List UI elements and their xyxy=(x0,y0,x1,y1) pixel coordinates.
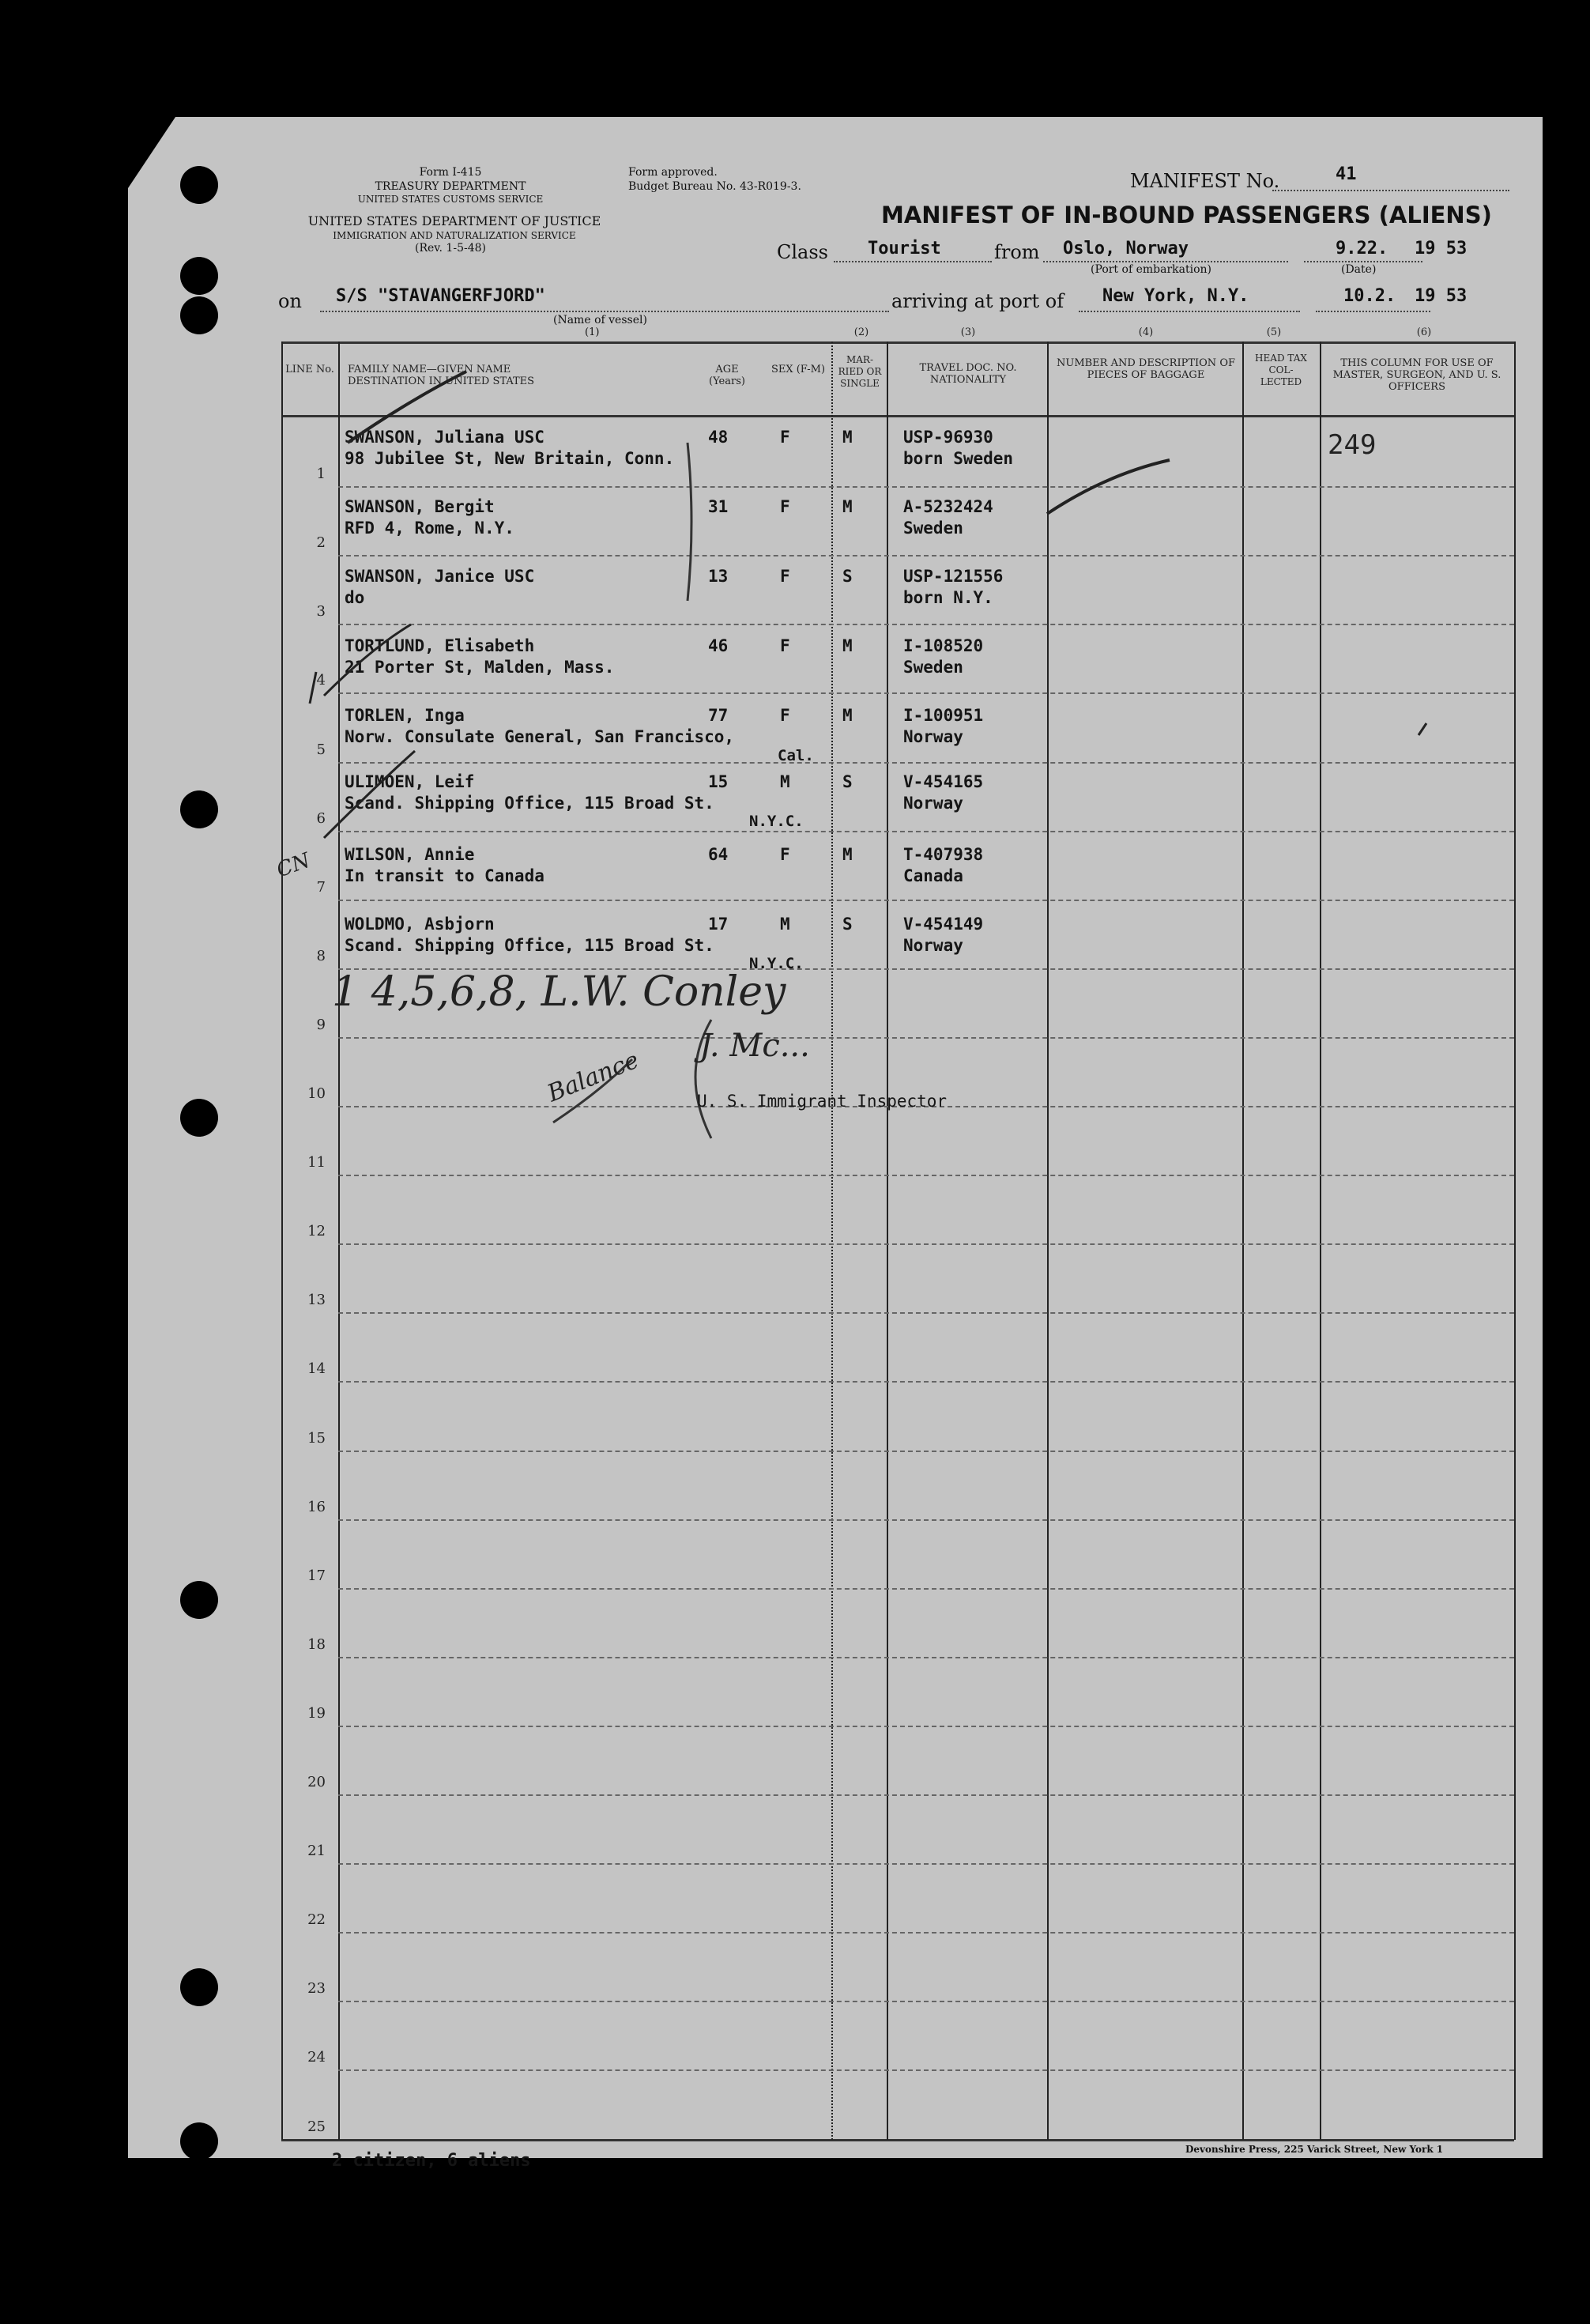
passenger-destination: 98 Jubilee St, New Britain, Conn. xyxy=(345,449,675,468)
dept-customs: UNITED STATES CUSTOMS SERVICE xyxy=(357,194,544,205)
line-number: 22 xyxy=(307,1911,326,1928)
line-number: 11 xyxy=(307,1154,326,1171)
dept-ins: IMMIGRATION AND NATURALIZATION SERVICE xyxy=(333,230,576,241)
passenger-destination: Norw. Consulate General, San Francisco, xyxy=(345,727,735,746)
arrival-year: 19 53 xyxy=(1415,286,1468,306)
passenger-destination-cont: Cal. xyxy=(778,747,814,764)
inspector-signature: J. Mc... xyxy=(699,1028,810,1064)
footer-counts: 2 citizen, 6 aliens xyxy=(332,2151,531,2171)
passenger-name: TORLEN, Inga xyxy=(345,706,465,725)
passenger-name: SWANSON, Janice USC xyxy=(345,567,535,586)
passenger-destination: Scand. Shipping Office, 115 Broad St. xyxy=(345,794,714,813)
line-number: 2 xyxy=(316,534,326,551)
printer-credit: Devonshire Press, 225 Varick Street, New York 1 xyxy=(1185,2144,1444,2155)
passenger-doc: USP-96930 xyxy=(903,428,993,447)
passenger-marital: S xyxy=(842,567,853,586)
passenger-name: SWANSON, Juliana USC xyxy=(345,428,544,447)
passenger-age: 48 xyxy=(708,428,729,447)
passenger-marital: S xyxy=(842,915,853,934)
vessel-value: S/S "STAVANGERFJORD" xyxy=(336,286,545,306)
line-number: 4 xyxy=(316,672,326,689)
check-stroke xyxy=(324,751,415,838)
manifest-label: MANIFEST No. xyxy=(1130,170,1280,192)
line-number: 16 xyxy=(307,1499,326,1515)
budget-bureau: Budget Bureau No. 43-R019-3. xyxy=(628,180,801,193)
col-header-sex: SEX (F-M) xyxy=(771,364,826,375)
handwritten-lines-note: 1 4,5,6,8, L.W. Conley xyxy=(332,968,786,1016)
passenger-nationality: Sweden xyxy=(903,658,963,677)
on-label: on xyxy=(278,290,302,312)
line-number: 14 xyxy=(307,1360,326,1377)
line-number: 12 xyxy=(307,1223,326,1239)
line-number: 7 xyxy=(316,879,326,896)
passenger-sex: F xyxy=(780,636,790,655)
col-header-age: AGE (Years) xyxy=(709,364,745,387)
passenger-age: 15 xyxy=(708,772,729,791)
col-number-6: (6) xyxy=(1416,326,1432,338)
vessel-caption: (Name of vessel) xyxy=(553,314,647,326)
dept-treasury: TREASURY DEPARTMENT xyxy=(375,180,526,193)
form-number: Form I-415 xyxy=(419,166,482,179)
inspector-title: U. S. Immigrant Inspector xyxy=(697,1092,948,1111)
passenger-nationality: Sweden xyxy=(903,519,963,538)
col-number-2: (2) xyxy=(853,326,869,338)
date-value: 9.22. xyxy=(1336,239,1388,258)
line-number: 5 xyxy=(316,741,326,758)
check-stroke xyxy=(324,624,411,696)
line-number: 10 xyxy=(307,1085,326,1102)
passenger-age: 31 xyxy=(708,497,729,516)
col-header-married: MAR-RIED OR SINGLE xyxy=(838,354,882,389)
arrival-date: 10.2. xyxy=(1343,286,1396,306)
passenger-doc: I-100951 xyxy=(903,706,984,725)
line-number: 17 xyxy=(307,1568,326,1584)
check-stroke xyxy=(1047,460,1170,514)
passenger-destination: do xyxy=(345,588,365,607)
margin-mark: CN xyxy=(273,848,314,883)
page-title: MANIFEST OF IN-BOUND PASSENGERS (ALIENS) xyxy=(881,202,1492,228)
bracket-stroke xyxy=(688,443,691,601)
col-header-head-tax: HEAD TAX COL-LECTED xyxy=(1255,353,1307,387)
date-caption: (Date) xyxy=(1341,263,1377,276)
manifest-number: 41 xyxy=(1336,164,1357,184)
col-number-3: (3) xyxy=(960,326,976,338)
from-label: from xyxy=(994,241,1040,263)
line-number: 25 xyxy=(307,2118,326,2135)
passenger-age: 13 xyxy=(708,567,729,586)
check-stroke xyxy=(310,672,316,704)
passenger-destination: RFD 4, Rome, N.Y. xyxy=(345,519,514,538)
passenger-destination: Scand. Shipping Office, 115 Broad St. xyxy=(345,936,714,955)
passenger-nationality: born Sweden xyxy=(903,449,1014,468)
line-number: 1 xyxy=(316,466,326,482)
line-number: 23 xyxy=(307,1980,326,1997)
line-number: 20 xyxy=(307,1774,326,1790)
col-header-line: LINE No. xyxy=(285,364,334,375)
line-number: 19 xyxy=(307,1705,326,1722)
col-header-name: FAMILY NAME—GIVEN NAME DESTINATION IN UNITED STATES xyxy=(348,364,535,387)
passenger-doc: V-454165 xyxy=(903,772,984,791)
passenger-age: 77 xyxy=(708,706,729,725)
passenger-name: SWANSON, Bergit xyxy=(345,497,495,516)
date-year: 19 53 xyxy=(1415,239,1468,258)
passenger-destination: 21 Porter St, Malden, Mass. xyxy=(345,658,615,677)
passenger-destination: In transit to Canada xyxy=(345,866,544,885)
passenger-nationality: born N.Y. xyxy=(903,588,993,607)
col-number-4: (4) xyxy=(1138,326,1154,338)
passenger-sex: M xyxy=(780,772,790,791)
passenger-nationality: Canada xyxy=(903,866,963,885)
col-header-baggage: NUMBER AND DESCRIPTION OF PIECES OF BAGGAGE xyxy=(1056,357,1235,381)
class-label: Class xyxy=(777,241,828,263)
passenger-marital: M xyxy=(842,497,853,516)
form-approved: Form approved. xyxy=(628,166,718,179)
check-stroke xyxy=(1419,723,1426,735)
passenger-sex: F xyxy=(780,706,790,725)
passenger-doc: V-454149 xyxy=(903,915,984,934)
passenger-nationality: Norway xyxy=(903,794,963,813)
passenger-marital: S xyxy=(842,772,853,791)
line-number: 9 xyxy=(316,1017,326,1033)
col-header-officers: THIS COLUMN FOR USE OF MASTER, SURGEON, AND U. S. OFFICERS xyxy=(1332,357,1501,393)
from-value: Oslo, Norway xyxy=(1063,239,1189,258)
arriving-label: arriving at port of xyxy=(891,290,1064,312)
passenger-name: WOLDMO, Asbjorn xyxy=(345,915,495,934)
line-number: 24 xyxy=(307,2049,326,2066)
passenger-marital: M xyxy=(842,845,853,864)
port-value: New York, N.Y. xyxy=(1102,286,1249,306)
revision: (Rev. 1-5-48) xyxy=(415,242,486,255)
passenger-nationality: Norway xyxy=(903,727,963,746)
line-number: 3 xyxy=(316,603,326,620)
passenger-sex: M xyxy=(780,915,790,934)
passenger-sex: F xyxy=(780,497,790,516)
check-stroke xyxy=(348,372,466,443)
line-number: 13 xyxy=(307,1292,326,1308)
dept-justice: UNITED STATES DEPARTMENT OF JUSTICE xyxy=(307,213,601,228)
passenger-sex: F xyxy=(780,428,790,447)
col-header-travel-doc: TRAVEL DOC. NO. NATIONALITY xyxy=(919,362,1017,386)
line-number: 8 xyxy=(316,948,326,964)
vessel-col-number: (1) xyxy=(585,326,600,338)
class-value: Tourist xyxy=(868,239,941,258)
passenger-age: 64 xyxy=(708,845,729,864)
officer-note: 249 xyxy=(1328,429,1377,461)
passenger-name: TORTLUND, Elisabeth xyxy=(345,636,535,655)
passenger-doc: T-407938 xyxy=(903,845,984,864)
passenger-doc: I-108520 xyxy=(903,636,984,655)
line-number: 15 xyxy=(307,1430,326,1447)
passenger-age: 17 xyxy=(708,915,729,934)
line-number: 21 xyxy=(307,1843,326,1859)
passenger-name: WILSON, Annie xyxy=(345,845,475,864)
passenger-marital: M xyxy=(842,706,853,725)
passenger-name: ULIMOEN, Leif xyxy=(345,772,475,791)
passenger-marital: M xyxy=(842,636,853,655)
balance-note: Balance xyxy=(543,1046,643,1108)
passenger-sex: F xyxy=(780,567,790,586)
passenger-marital: M xyxy=(842,428,853,447)
passenger-doc: A-5232424 xyxy=(903,497,993,516)
passenger-destination-cont: N.Y.C. xyxy=(749,955,804,972)
line-number: 18 xyxy=(307,1636,326,1653)
passenger-sex: F xyxy=(780,845,790,864)
col-number-5: (5) xyxy=(1266,326,1282,338)
passenger-age: 46 xyxy=(708,636,729,655)
passenger-doc: USP-121556 xyxy=(903,567,1004,586)
line-number: 6 xyxy=(316,810,326,827)
from-caption: (Port of embarkation) xyxy=(1091,263,1211,276)
passenger-nationality: Norway xyxy=(903,936,963,955)
passenger-destination-cont: N.Y.C. xyxy=(749,813,804,830)
